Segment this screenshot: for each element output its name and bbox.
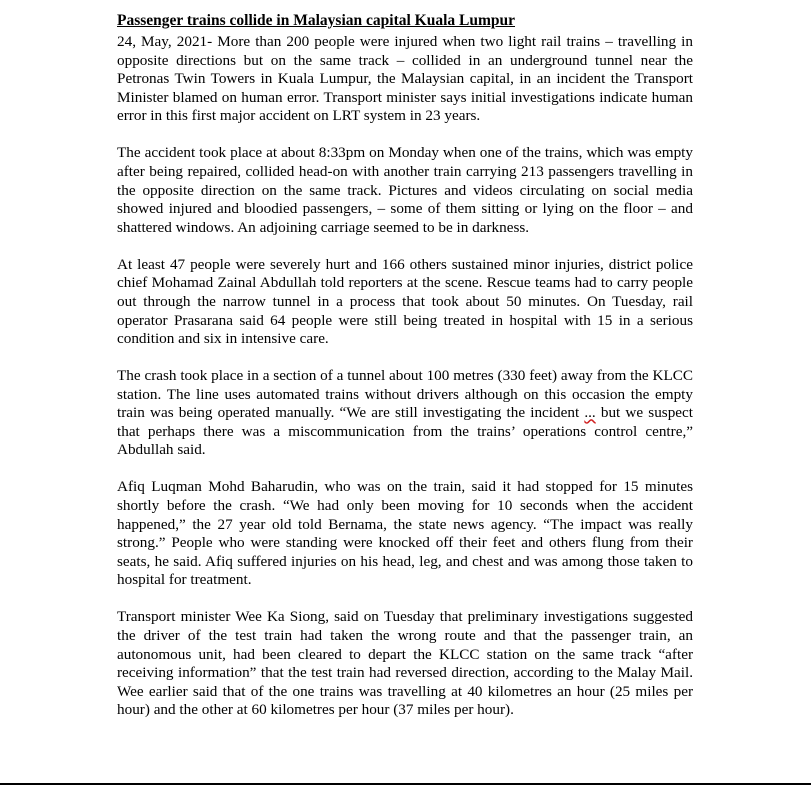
article-title: Passenger trains collide in Malaysian capital Kuala Lumpur <box>117 12 516 29</box>
paragraph-minister: Transport minister Wee Ka Siong, said on Tuesday that preliminary investigations suggested the driver of the test train had taken the wrong route and that the passenger train, an autonomous unit, had been cleared to depart the KLCC station on the same track “after receiving information” that the test train had reversed direction, according to the Malay Mail. Wee earlier said that of the one trains was travelling at 40 kilometres an hour (25 miles per hour) and the other at 60 kilometres per hour (37 miles per hour). <box>117 608 693 719</box>
ellipsis-spellcheck-mark: ... <box>584 404 596 422</box>
bottom-divider <box>0 783 811 785</box>
paragraph-witness: Afiq Luqman Mohd Baharudin, who was on the train, said it had stopped for 15 minutes shortly before the crash. “We had only been moving for 10 seconds when the accident happened,” the 27 year old told Bernama, the state news agency. “The impact was really strong.” People who were standing were knocked off their feet and others flung from their seats, he said. Afiq suffered injuries on his head, leg, and chest and was among those taken to hospital for treatment. <box>117 478 693 589</box>
paragraph-intro: 24, May, 2021- More than 200 people were injured when two light rail trains – travelling in opposite directions but on the same track – collided in an underground tunnel near the Petronas Twin Towers in Kuala Lumpur, the Malaysian capital, in an incident the Transport Minister blamed on human error. Transport minister says initial investigations indicate human error in this first major accident on LRT system in 23 years. <box>117 33 693 125</box>
paragraph-injuries: At least 47 people were severely hurt and 166 others sustained minor injuries, district police chief Mohamad Zainal Abdullah told reporters at the scene. Rescue teams had to carry people out through the narrow tunnel in a process that took about 50 minutes. On Tuesday, rail operator Prasarana said 64 people were still being treated in hospital with 15 in a serious condition and six in intensive care. <box>117 255 693 348</box>
crash-text-end: but we suspect that perhaps there was a miscommunication from the trains’ operations control centre,” Abdullah said. <box>117 404 693 459</box>
document-page <box>117 11 693 738</box>
paragraph-crash-location <box>117 367 693 460</box>
paragraph-accident: The accident took place at about 8:33pm on Monday when one of the trains, which was empty after being repaired, collided head-on with another train carrying 213 passengers travelling in the opposite direction on the same track. Pictures and videos circulating on social media showed injured and bloodied passengers, – some of them sitting or lying on the floor – and shattered windows. An adjoining carriage seemed to be in darkness. <box>117 144 693 236</box>
crash-text-start: The crash took place in a section of a tunnel about 100 metres (330 feet) away from the KLCC station. The line uses automated trains without drivers although on this occasion the empty train was being operated manually. “We are still investigating the incident <box>117 367 693 422</box>
